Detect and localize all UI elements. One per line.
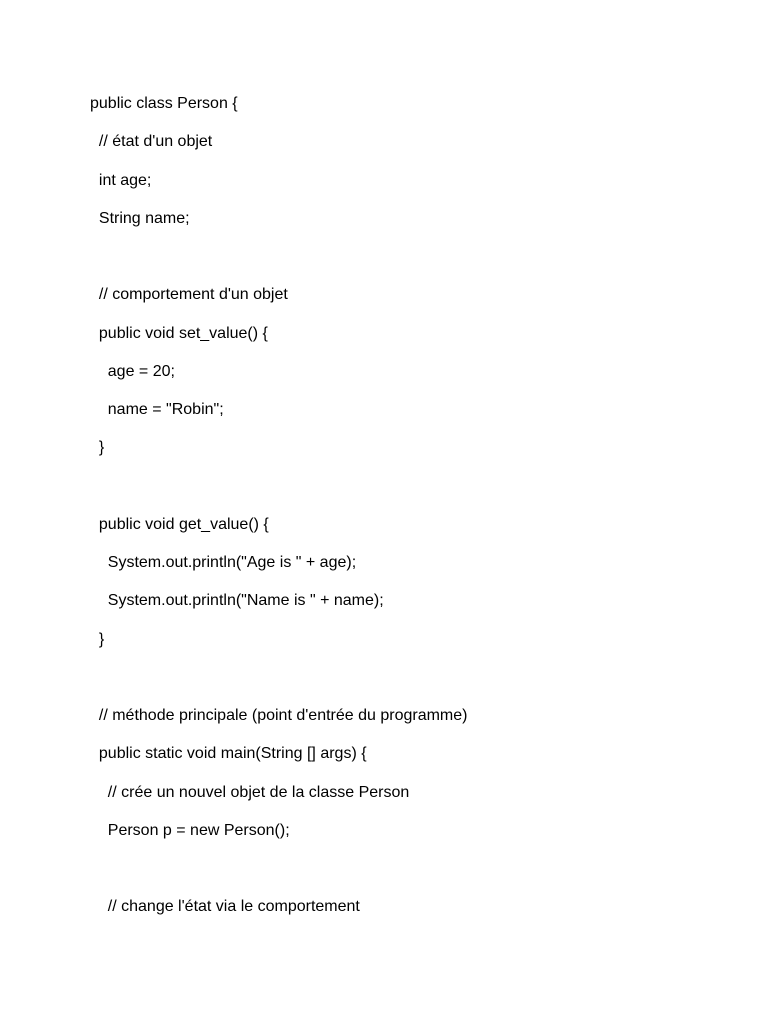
code-line: // méthode principale (point d'entrée du programme) [90,707,468,724]
code-line: System.out.println("Age is " + age); [90,554,357,571]
code-line: public void get_value() { [90,515,269,533]
blank-line [90,475,467,513]
code-line: System.out.println("Name is " + name); [90,592,384,610]
code-line: public class Person { [90,95,238,112]
code-line: String name; [90,209,190,227]
code-line: name = "Robin"; [90,401,224,418]
code-line: Person p = new Person(); [90,821,290,839]
code-line: // état d'un objet [90,133,213,151]
blank-line [90,666,467,704]
code-line: // comportement d'un objet [90,286,288,304]
blank-line [90,245,467,283]
code-line: // crée un nouvel objet de la classe Person [90,783,410,801]
code-line: public void set_value() { [90,324,268,342]
code-listing [90,92,467,934]
blank-line [90,857,467,895]
code-line: public static void main(String [] args) { [90,745,367,763]
code-line: int age; [90,171,152,189]
code-line: } [90,630,105,648]
code-line: // change l'état via le comportement [90,898,360,916]
code-line: } [90,439,105,457]
code-line: age = 20; [90,362,175,380]
